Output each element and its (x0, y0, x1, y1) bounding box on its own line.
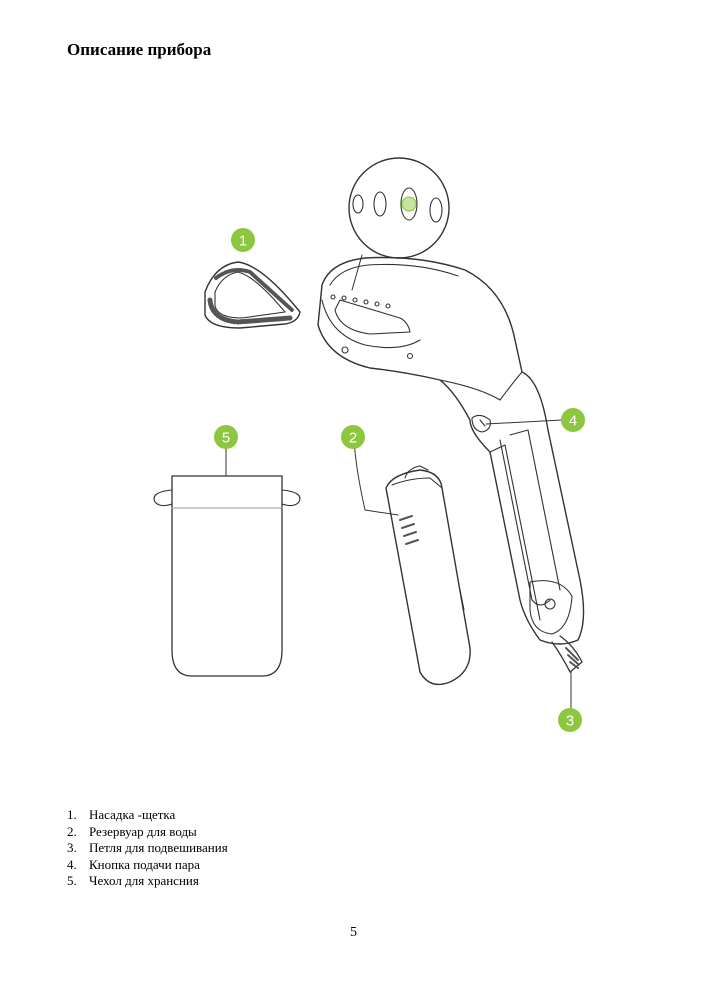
legend-item-text: Кнопка подачи пара (89, 856, 200, 872)
legend-item-text: Петля для подвешивания (89, 840, 228, 855)
legend-item: 4. Кнопка подачи пара (67, 856, 200, 872)
brush-attachment-drawing (205, 262, 300, 328)
callout-3 (558, 708, 582, 732)
callout-5-label: 5 (221, 429, 231, 447)
legend-item: 2. Резервуар для воды (67, 823, 197, 839)
callout-3-label: 3 (565, 712, 575, 730)
callout-2 (341, 425, 365, 449)
callout-1-label: 1 (238, 232, 248, 250)
legend-item: 1. Насадка -щетка (67, 807, 176, 822)
page-title: Описание прибора (67, 40, 212, 59)
callout-5 (214, 425, 238, 449)
steamer-body-drawing (318, 258, 584, 673)
parts-legend (67, 807, 228, 890)
legend-item: 3. Петля для подвешивания (67, 840, 228, 855)
steam-holes-zoom-drawing (349, 158, 449, 290)
storage-pouch-drawing (154, 476, 300, 676)
callout-leaders (226, 420, 571, 708)
water-tank-drawing (386, 466, 470, 684)
callout-4-label: 4 (568, 412, 578, 430)
legend-item-text: Чехол для хрансния (89, 873, 199, 888)
callout-2-label: 2 (348, 429, 358, 447)
legend-item-text: Насадка -щетка (89, 807, 176, 822)
callout-4 (561, 408, 585, 432)
legend-item: 5. Чехол для хрансния (67, 873, 199, 888)
callouts (214, 228, 585, 732)
page-number: 5 (350, 925, 357, 940)
callout-1 (231, 228, 255, 252)
legend-item-text: Резервуар для воды (89, 823, 197, 839)
